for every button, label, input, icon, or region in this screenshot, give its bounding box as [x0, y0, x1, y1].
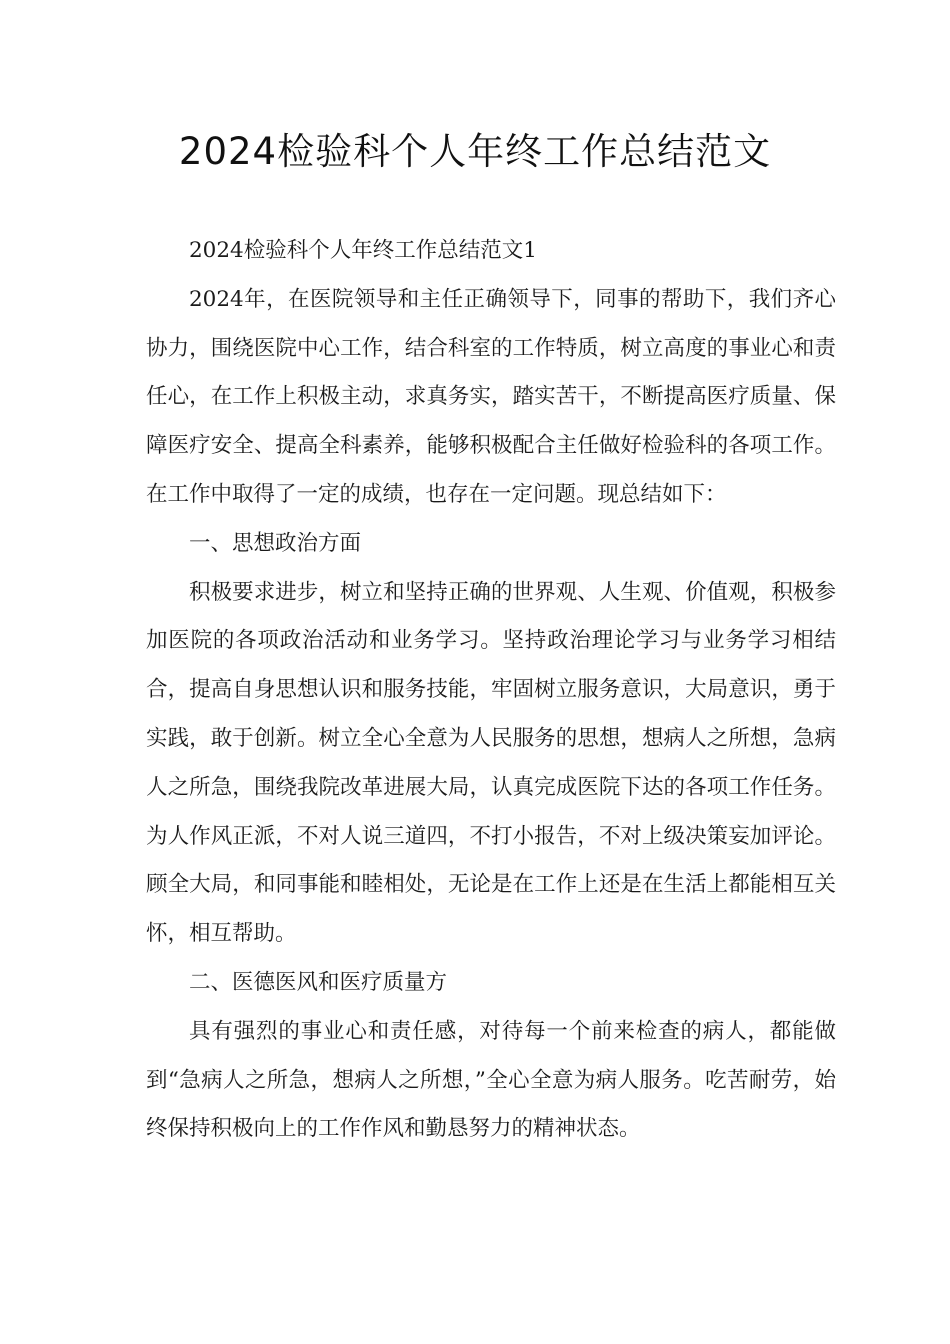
- section-heading-political: 一、思想政治方面: [189, 530, 362, 556]
- political-paragraph: 积极要求进步，树立和坚持正确的世界观、人生观、价值观，积极参加医院的各项政治活动和业务学习。坚持政治理论学习与业务学习相结合，提高自身思想认识和服务技能，牢固树立服务意识，大局意识，勇于实践，敢于创新。树立全心全意为人民服务的思想，想病人之所想，急病人之所急，围绕我院改革进展大局，认真完成医院下达的各项工作任务。为人作风正派，不对人说三道四，不打小报告，不对上级决策妄加评论。顾全大局，和同事能和睦相处，无论是在工作上还是在生活上都能相互关怀，相互帮助。: [146, 579, 836, 947]
- ethics-paragraph: 具有强烈的事业心和责任感，对待每一个前来检查的病人，都能做到“急病人之所急，想病人之所想，”全心全意为病人服务。吃苦耐劳，始终保持积极向上的工作作风和勤恳努力的精神状态。: [146, 1018, 836, 1142]
- section-heading-ethics: 二、医德医风和医疗质量方: [189, 969, 448, 995]
- subtitle-paragraph: 2024检验科个人年终工作总结范文1: [189, 238, 537, 263]
- document-body: [146, 227, 836, 1154]
- document-title: 2024检验科个人年终工作总结范文: [178, 130, 772, 173]
- intro-paragraph: 2024年，在医院领导和主任正确领导下，同事的帮助下，我们齐心协力，围绕医院中心工作，结合科室的工作特质，树立高度的事业心和责任心，在工作上积极主动，求真务实，踏实苦干，不断提高医疗质量、保障医疗安全、提高全科素养，能够积极配合主任做好检验科的各项工作。在工作中取得了一定的成绩，也存在一定问题。现总结如下：: [146, 286, 836, 507]
